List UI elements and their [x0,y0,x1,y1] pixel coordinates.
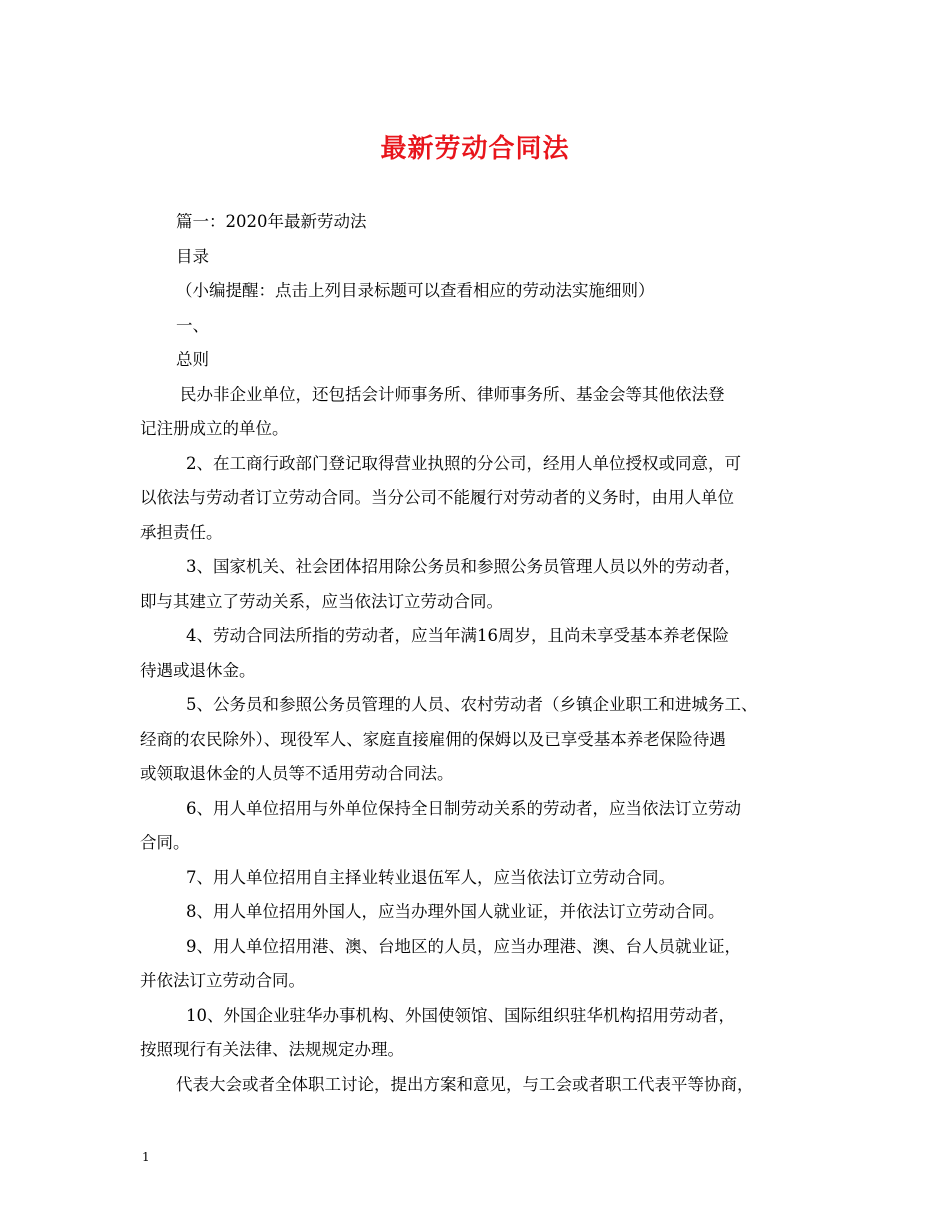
paragraph-line: 6、用人单位招用与外单位保持全日制劳动关系的劳动者，应当依法订立劳动 [186,798,741,818]
document-body [140,205,825,1102]
paragraph-line: 经商的农民除外）、现役军人、家庭直接雇佣的保姆以及已享受基本养老保险待遇 [140,729,726,749]
chapter-title: 总则 [176,350,209,369]
paragraph-line: 4、劳动合同法所指的劳动者，应当年满16周岁，且尚未享受基本养老保险 [186,626,729,645]
paragraph-line: 待遇或退休金。 [140,660,256,680]
paragraph-line: 代表大会或者全体职工讨论，提出方案和意见，与工会或者职工代表平等协商， [176,1074,754,1094]
paragraph-line: 2、在工商行政部门登记取得营业执照的分公司，经用人单位授权或同意，可 [186,453,741,473]
paragraph-line: 或领取退休金的人员等不适用劳动合同法。 [140,764,454,783]
paragraph-line: 按照现行有关法律、法规规定办理。 [140,1040,404,1059]
paragraph-line: 7、用人单位招用自主择业转业退伍军人，应当依法订立劳动合同。 [186,867,675,887]
paragraph-line: 并依法订立劳动合同。 [140,971,305,990]
document-title: 最新劳动合同法 [380,134,570,164]
paragraph-line: 5、公务员和参照公务员管理的人员、农村劳动者（乡镇企业职工和进城务工、 [186,695,758,714]
paragraph-line: 以依法与劳动者订立劳动合同。当分公司不能履行对劳动者的义务时，由用人单位 [140,488,734,507]
page-number: 1 [142,1150,150,1164]
paragraph-line: 记注册成立的单位。 [140,419,289,438]
paragraph-line: 8、用人单位招用外国人，应当办理外国人就业证，并依法订立劳动合同。 [186,902,725,921]
paragraph-line: 3、国家机关、社会团体招用除公务员和参照公务员管理人员以外的劳动者， [186,557,741,576]
editor-note: （小编提醒：点击上列目录标题可以查看相应的劳动法实施细则） [176,281,655,300]
toc-heading: 目录 [176,246,209,266]
paragraph-line: 10、外国企业驻华办事机构、外国使领馆、国际组织驻华机构招用劳动者， [186,1005,735,1025]
paragraph-line: 承担责任。 [140,522,223,542]
paragraph-line: 即与其建立了劳动关系，应当依法订立劳动合同。 [140,591,503,611]
section-heading: 篇一：2020年最新劳动法 [176,212,367,231]
paragraph-line: 9、用人单位招用港、澳、台地区的人员，应当办理港、澳、台人员就业证， [186,936,741,956]
paragraph-line: 民办非企业单位，还包括会计师事务所、律师事务所、基金会等其他依法登 [180,384,725,404]
chapter-number: 一、 [176,315,209,335]
paragraph-line: 合同。 [140,833,190,852]
